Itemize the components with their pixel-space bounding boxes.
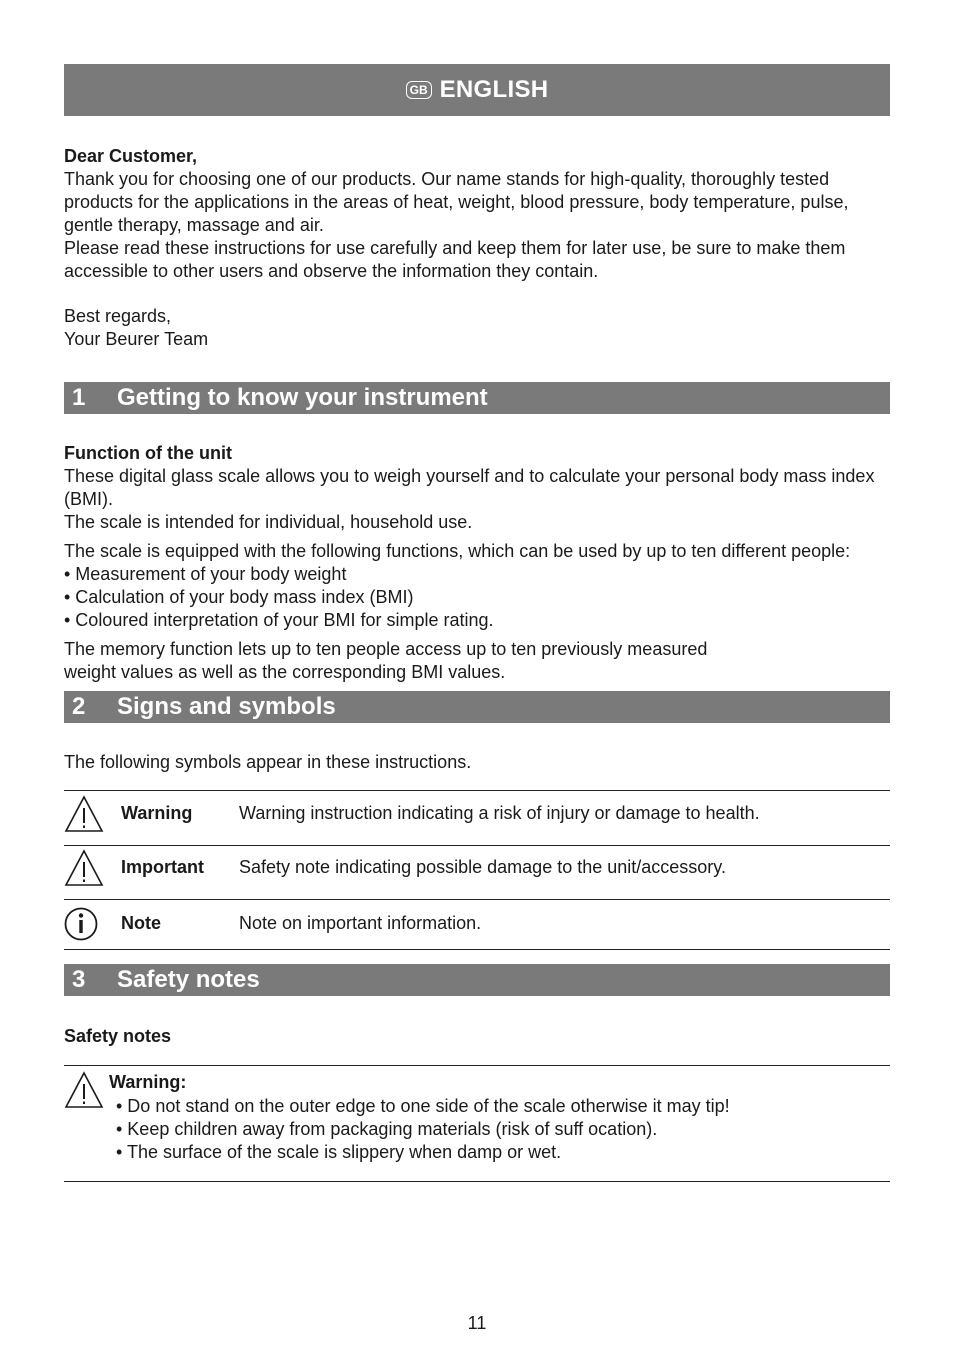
warning-box-bottom-rule	[64, 1181, 890, 1182]
gb-language-badge-icon: GB	[406, 81, 432, 99]
symbol-description: Note on important information.	[239, 913, 482, 933]
table-rule	[64, 790, 890, 791]
section-2-heading	[64, 691, 890, 723]
closing-line-1: Best regards,	[64, 306, 172, 326]
safety-warning-box	[64, 1068, 890, 1168]
function-subheading: Function of the unit	[64, 443, 232, 463]
symbol-description: Safety note indicating possible damage to the unit/accessory.	[239, 857, 726, 877]
section-3-title: Safety notes	[117, 966, 260, 993]
table-rule	[64, 845, 890, 846]
section-1-number: 1	[72, 384, 86, 411]
warning-item: • The surface of the scale is slippery when damp or wet.	[116, 1142, 562, 1162]
language-header-bar	[64, 64, 890, 116]
warning-item: • Do not stand on the outer edge to one side of the scale otherwise it may tip!	[116, 1096, 730, 1116]
language-title: ENGLISH	[439, 76, 549, 103]
safety-subheading: Safety notes	[64, 1026, 172, 1046]
symbol-row-note	[64, 904, 890, 944]
bullet-item: • Measurement of your body weight	[64, 564, 347, 584]
intro-paragraph-2: Please read these instructions for use carefully and keep them for later use, be sure to make them accessible to other users and observe the information they contain.	[64, 238, 846, 281]
symbol-label: Warning	[121, 803, 193, 823]
warning-item: • Keep children away from packaging materials (risk of suff ocation).	[116, 1119, 658, 1139]
symbols-intro: The following symbols appear in these instructions.	[64, 752, 472, 772]
warning-triangle-icon	[64, 848, 104, 888]
section-1-title: Getting to know your instrument	[117, 384, 488, 411]
memory-paragraph-line-1: The memory function lets up to ten people access up to ten previously measured	[64, 639, 708, 659]
function-paragraph-2: The scale is intended for individual, household use.	[64, 512, 473, 532]
intro-letter	[64, 145, 890, 351]
salutation: Dear Customer,	[64, 146, 198, 166]
warning-title: Warning:	[109, 1072, 187, 1092]
closing-line-2: Your Beurer Team	[64, 329, 209, 349]
section-2-number: 2	[72, 693, 86, 720]
warning-triangle-icon	[64, 1070, 104, 1110]
function-paragraph-1: These digital glass scale allows you to weigh yourself and to calculate your personal body mass index (BMI).	[64, 466, 875, 509]
warning-list	[116, 1095, 730, 1164]
symbol-label: Important	[121, 857, 204, 877]
page-number: 11	[467, 1313, 487, 1333]
symbol-row-important	[64, 848, 890, 888]
intro-paragraph-1: Thank you for choosing one of our products. Our name stands for high-quality, thoroughly tested products for the applications in the areas of heat, weight, blood pressure, body temperature, pulse, gentle therapy, massage and air.	[64, 169, 849, 235]
info-icon	[64, 904, 104, 944]
bullet-item: • Coloured interpretation of your BMI for simple rating.	[64, 610, 494, 630]
table-rule	[64, 899, 890, 900]
symbol-row-warning	[64, 794, 890, 834]
warning-box-top-rule	[64, 1065, 890, 1066]
warning-triangle-icon	[64, 794, 104, 834]
section-3-heading	[64, 964, 890, 996]
memory-paragraph-line-2: weight values as well as the corresponding BMI values.	[64, 662, 506, 682]
section-2-title: Signs and symbols	[117, 693, 336, 720]
section-1-body	[64, 442, 890, 684]
section-3-number: 3	[72, 966, 86, 993]
symbol-label: Note	[121, 913, 161, 933]
bullet-item: • Calculation of your body mass index (BMI)	[64, 587, 414, 607]
symbol-description: Warning instruction indicating a risk of injury or damage to health.	[239, 803, 760, 823]
table-rule	[64, 949, 890, 950]
section-1-heading	[64, 382, 890, 414]
function-paragraph-3: The scale is equipped with the following functions, which can be used by up to ten different people:	[64, 541, 851, 561]
